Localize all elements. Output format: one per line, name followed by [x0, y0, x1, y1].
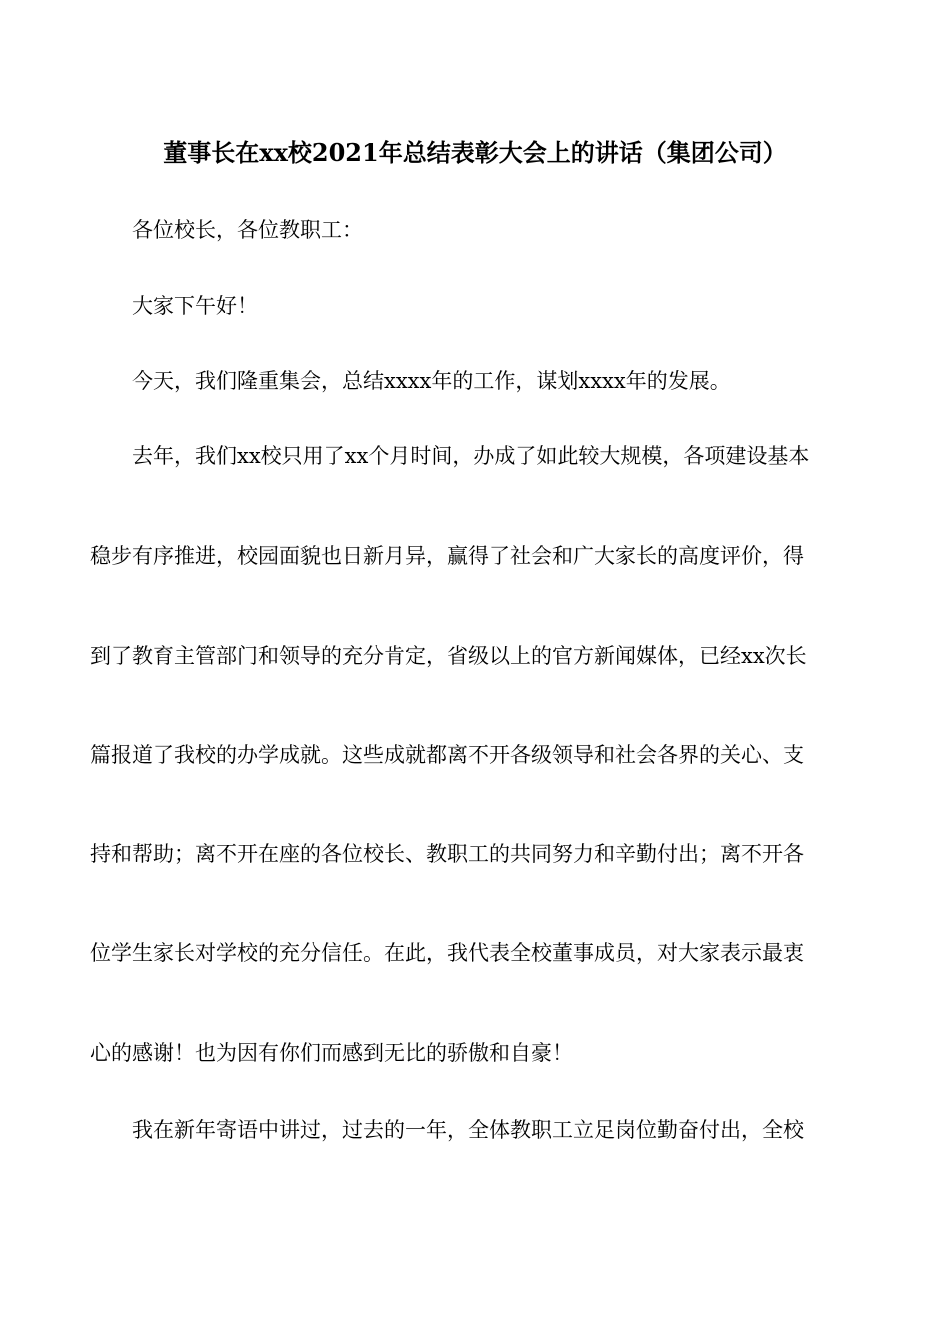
paragraph-line: 持和帮助；离不开在座的各位校长、教职工的共同努力和辛勤付出；离不开各 [90, 842, 804, 866]
paragraph-line: 今天，我们隆重集会，总结xxxx年的工作，谋划xxxx年的发展。 [132, 369, 731, 393]
salutation-line: 各位校长，各位教职工： [132, 218, 363, 242]
greeting-line: 大家下午好！ [132, 294, 258, 318]
paragraph-line: 去年，我们xx校只用了xx个月时间，办成了如此较大规模，各项建设基本 [132, 444, 810, 468]
paragraph-line: 位学生家长对学校的充分信任。在此，我代表全校董事成员，对大家表示最衷 [90, 941, 804, 965]
paragraph-line: 我在新年寄语中讲过，过去的一年，全体教职工立足岗位勤奋付出，全校 [132, 1118, 804, 1142]
paragraph-line: 到了教育主管部门和领导的充分肯定，省级以上的官方新闻媒体，已经xx次长 [90, 644, 807, 668]
paragraph-line: 心的感谢！也为因有你们而感到无比的骄傲和自豪！ [90, 1041, 573, 1065]
document-title: 董事长在xx校2021年总结表彰大会上的讲话（集团公司） [163, 138, 787, 167]
paragraph-line: 稳步有序推进，校园面貌也日新月异，赢得了社会和广大家长的高度评价，得 [90, 544, 804, 568]
paragraph-line: 篇报道了我校的办学成就。这些成就都离不开各级领导和社会各界的关心、支 [90, 743, 804, 767]
